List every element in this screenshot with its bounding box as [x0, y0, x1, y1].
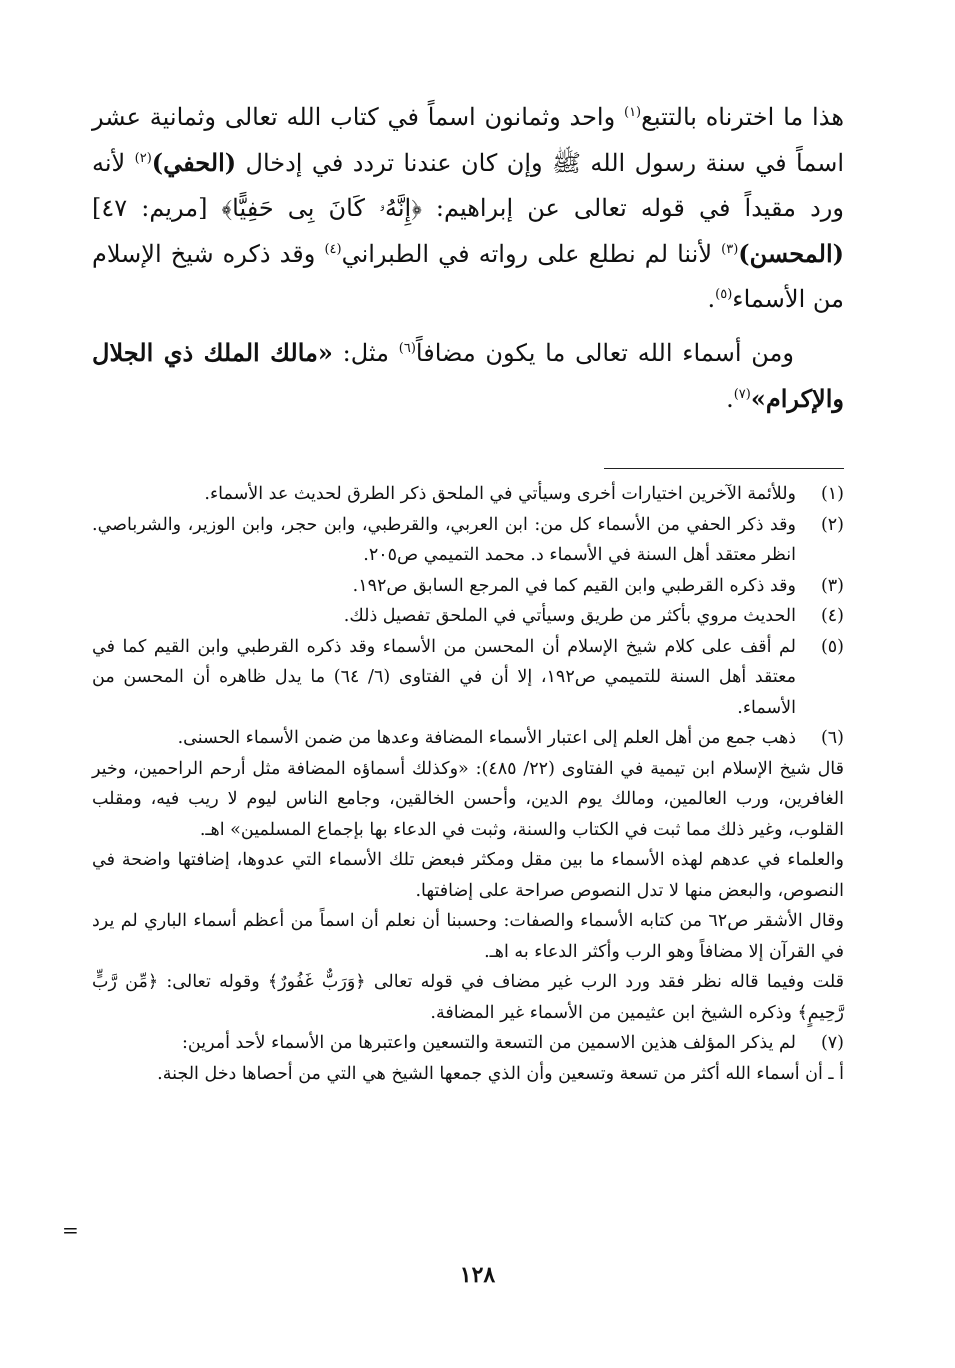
- footnote-number: (٥): [820, 636, 844, 657]
- footnote-text: وقد ذكره القرطبي وابن القيم كما في المرجع السابق ص١٩٢.: [352, 575, 796, 596]
- footnote-2: [92, 510, 844, 571]
- footnote-ref-5[interactable]: (٥): [715, 287, 733, 302]
- footnote-paragraph: وقال الأشقر ص٦٢ من كتابه الأسماء والصفات: وحسبنا أن نعلم أن اسماً من أعظم أسماء الباري لم يرد في القرآن إلا مضافاً وهو الرب وأكثر الدعاء به اهـ.: [92, 911, 844, 962]
- footnote-ref-1[interactable]: (١): [623, 105, 642, 120]
- footnote-3: [92, 571, 844, 602]
- footnote-text: وقد ذكر الحفي من الأسماء كل من: ابن العربي، والقرطبي، وابن حجر، وابن الوزير، والشرباصي. انظر معتقد أهل السنة في الأسماء د. محمد التميمي ص٢٠٥.: [92, 514, 796, 565]
- text-run: .: [726, 385, 734, 413]
- continuation-mark: =: [62, 1218, 79, 1242]
- text-run: لأنه ورد مقيداً في قوله تعالى عن إبراهيم: ﴿إِنَّهُۥ كَانَ بِى حَفِيًّا﴾ [مريم: ٤٧]: [92, 149, 844, 222]
- page-body: [92, 95, 844, 1089]
- footnote-paragraph: قلت وفيما قاله نظر فقد ورد الرب غير مضاف في قوله تعالى ﴿وَرَبٌّ غَفُورٌ﴾ وقوله تعالى: ﴿مِّن رَّبٍّ رَّحِيمٍ﴾ وذكره الشيخ ابن عثيمين من الأسماء غير المضافة.: [92, 972, 844, 1023]
- paragraph-2: [92, 330, 844, 422]
- footnote-text: لم أقف على كلام شيخ الإسلام أن المحسن من الأسماء وقد ذكره القرطبي وابن القيم كما في معتقد أهل السنة للتميمي ص١٩٢، إلا أن في الفتاوى (٦/ ٦٤) ما يدل ظاهره أن المحسن من الأسماء.: [92, 636, 797, 718]
- footnote-paragraph: قال شيخ الإسلام ابن تيمية في الفتاوى (٢٢/ ٤٨٥): «وكذلك أسماؤه المضافة مثل أرحم الراحمين، وخير الغافرين، ورب العالمين، ومالك يوم الدين، وأحسن الخالقين، وجامع الناس ليوم لا ريب فيه، ومقلب القلوب، وغير ذلك مما ثبت في الكتاب والسنة، وثبت في الدعاء بها بإجماع المسلمين» اهـ.: [92, 758, 844, 840]
- footnote-4: [92, 601, 844, 632]
- footnote-ref-7[interactable]: (٧): [733, 387, 751, 402]
- footnote-text: الحديث مروي بأكثر من طريق وسيأتي في الملحق تفصيل ذلك.: [343, 606, 796, 626]
- text-run: وقد ذكره شيخ الإسلام من الأسماء: [92, 240, 844, 313]
- footnote-ref-3[interactable]: (٣): [721, 242, 739, 257]
- footnote-1: [92, 479, 844, 510]
- footnote-7: [92, 1028, 844, 1059]
- footnote-number: (٧): [820, 1033, 844, 1053]
- footnote-number: (٤): [820, 606, 844, 626]
- page-number: ١٢٨: [459, 1262, 496, 1288]
- text-run: هذا ما اخترناه بالتتبع: [641, 103, 844, 131]
- footnote-6-continuation: [92, 754, 844, 1029]
- quoted-name: «مالك الملك ذي الجلال والإكرام»: [92, 338, 844, 413]
- text-run: لأننا لم نطلع على رواته في الطبراني: [341, 240, 722, 268]
- footnote-divider: [604, 468, 844, 469]
- footnote-ref-4[interactable]: (٤): [324, 242, 342, 257]
- footnote-text: وللأئمة الآخرين اختيارات أخرى وسيأتي في الملحق ذكر الطرق لحديث عد الأسماء.: [204, 484, 796, 504]
- footnote-number: (٦): [820, 728, 844, 748]
- text-run: مثل:: [332, 339, 399, 367]
- footnote-number: (١): [820, 484, 844, 504]
- footnote-number: (٢): [820, 514, 844, 535]
- footnote-number: (٣): [820, 575, 844, 596]
- footnote-ref-6[interactable]: (٦): [398, 341, 416, 356]
- footnote-paragraph: والعلماء في عدهم لهذه الأسماء ما بين مقل ومكثر فبعض تلك الأسماء التي عدوها، إضافتها واضحة في النصوص، والبعض منها لا تدل النصوص صراحة على إضافتها.: [92, 850, 844, 901]
- term-hafi: (الحفي): [151, 148, 237, 177]
- footnotes: [92, 479, 844, 1089]
- footnote-text: لم يذكر المؤلف هذين الاسمين من التسعة والتسعين واعتبرها من الأسماء لأحد أمرين:: [182, 1033, 796, 1053]
- main-text: [92, 95, 844, 422]
- text-run: ومن أسماء الله تعالى ما يكون مضافاً: [415, 339, 794, 367]
- term-muhsin: (المحسن): [738, 239, 845, 268]
- footnote-6: [92, 723, 844, 754]
- footnote-7-continuation: [92, 1059, 844, 1090]
- footnote-paragraph: أ ـ أن أسماء الله أكثر من تسعة وتسعين وأن الذي جمعها الشيخ هي التي من أحصاها دخل الجنة.: [157, 1063, 844, 1084]
- footnote-text: ذهب جمع من أهل العلم إلى اعتبار الأسماء المضافة وعدها من ضمن الأسماء الحسنى.: [177, 728, 796, 748]
- footnote-5: [92, 632, 844, 724]
- text-run: واحد وثمانون اسماً في كتاب الله تعالى وثمانية عشر اسماً في سنة رسول الله ﷺ وإن كان عندنا تردد في إدخال: [92, 103, 844, 177]
- paragraph-1: [92, 95, 844, 322]
- text-run: .: [707, 285, 716, 313]
- footnote-ref-2[interactable]: (٢): [134, 151, 152, 166]
